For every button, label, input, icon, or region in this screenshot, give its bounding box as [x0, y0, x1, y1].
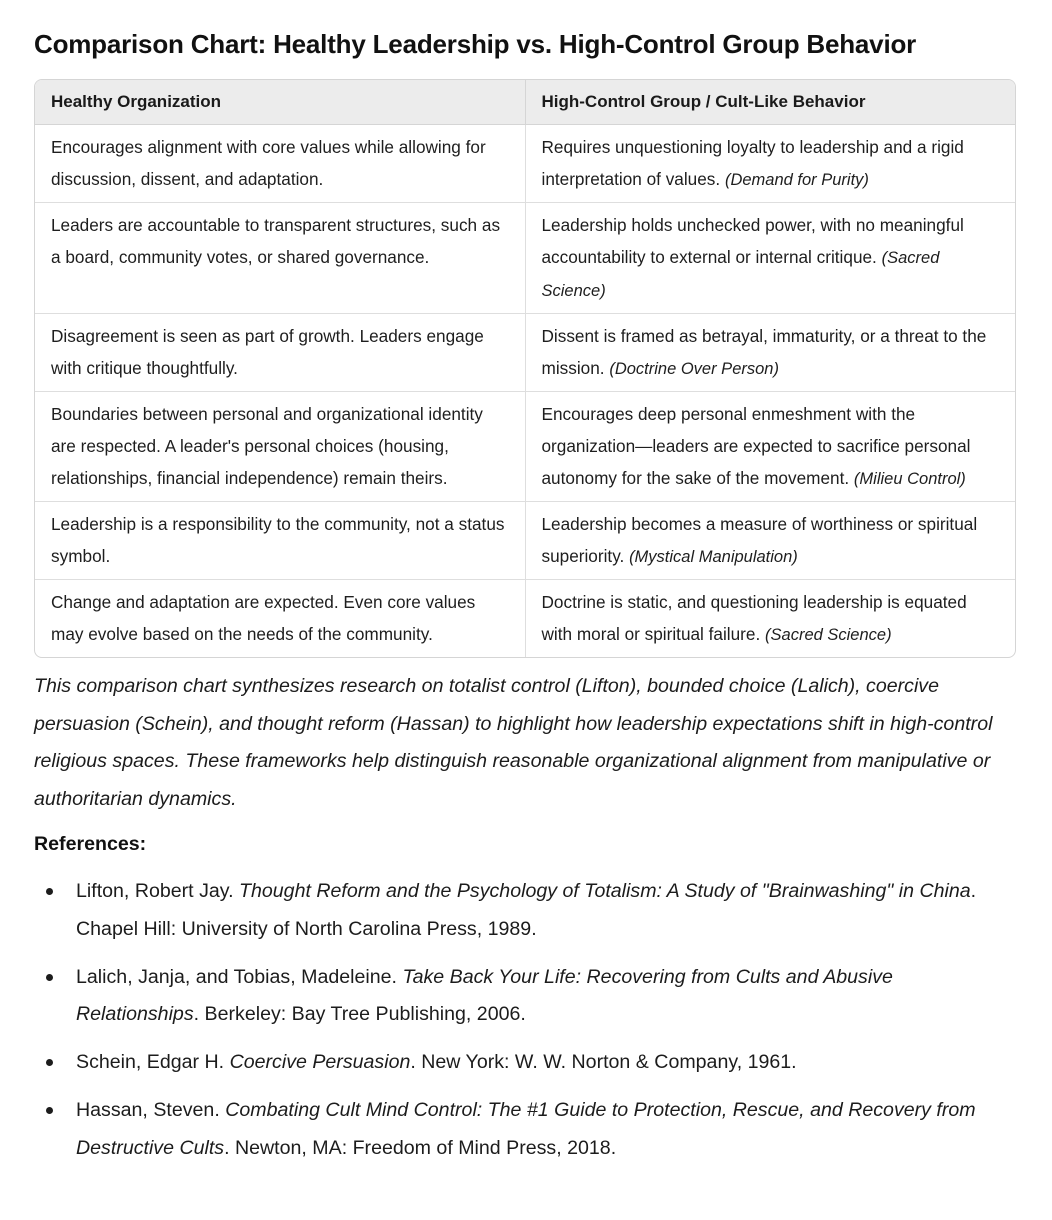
references-heading: References:	[34, 833, 147, 855]
table-row	[35, 125, 1015, 203]
healthy-text: Change and adaptation are expected. Even core values may evolve based on the needs of the community.	[51, 592, 476, 644]
healthy-cell	[35, 392, 525, 502]
comparison-table	[35, 80, 1015, 657]
reference-publisher: . Newton, MA: Freedom of Mind Press, 2018.	[224, 1136, 617, 1159]
healthy-cell	[35, 314, 525, 392]
high-control-text: Leadership becomes a measure of worthiness or spiritual superiority.	[541, 514, 978, 566]
healthy-cell	[35, 502, 525, 580]
citation: (Milieu Control)	[853, 470, 966, 488]
high-control-cell	[525, 125, 1015, 203]
healthy-cell	[35, 580, 525, 658]
table-row	[35, 580, 1015, 658]
high-control-text: Doctrine is static, and questioning leadership is equated with moral or spiritual failure.	[541, 592, 967, 644]
reference-item	[34, 959, 1016, 1034]
bullet-icon	[46, 1107, 53, 1114]
high-control-cell	[525, 392, 1015, 502]
reference-publisher: . Berkeley: Bay Tree Publishing, 2006.	[193, 1003, 526, 1025]
citation: (Mystical Manipulation)	[629, 548, 798, 566]
citation: (Sacred Science)	[765, 626, 892, 644]
healthy-cell	[35, 203, 525, 314]
comparison-table-container	[34, 79, 1016, 658]
column-header-healthy: Healthy Organization	[35, 80, 525, 125]
table-row	[35, 203, 1015, 314]
table-body	[35, 125, 1015, 658]
references-list	[34, 873, 1016, 1167]
reference-publisher: . New York: W. W. Norton & Company, 1961.	[410, 1051, 797, 1073]
high-control-cell	[525, 314, 1015, 392]
table-header-row	[35, 80, 1015, 125]
healthy-text: Encourages alignment with core values while allowing for discussion, dissent, and adaptation.	[51, 137, 486, 189]
reference-author: Lifton, Robert Jay.	[76, 880, 234, 902]
healthy-text: Leaders are accountable to transparent structures, such as a board, community votes, or shared governance.	[51, 215, 501, 267]
table-row	[35, 392, 1015, 502]
document-body	[34, 0, 1016, 1178]
table-row	[35, 502, 1015, 580]
reference-author: Lalich, Janja, and Tobias, Madeleine.	[76, 965, 397, 988]
reference-author: Hassan, Steven.	[76, 1099, 220, 1121]
column-header-high-control: High-Control Group / Cult-Like Behavior	[525, 80, 1015, 125]
reference-item	[34, 1044, 1016, 1082]
healthy-text: Boundaries between personal and organizational identity are respected. A leader's personal choices (housing, relationships, financial independence) remain theirs.	[51, 404, 483, 488]
high-control-text: Leadership holds unchecked power, with no meaningful accountability to external or internal critique.	[541, 215, 964, 267]
citation: (Sacred Science)	[541, 249, 940, 300]
bullet-icon	[46, 1059, 53, 1066]
healthy-text: Disagreement is seen as part of growth. Leaders engage with critique thoughtfully.	[51, 326, 484, 378]
healthy-cell	[35, 125, 525, 203]
high-control-text: Dissent is framed as betrayal, immaturity, or a threat to the mission.	[541, 326, 987, 378]
citation: (Doctrine Over Person)	[609, 360, 779, 378]
page-title: Comparison Chart: Healthy Leadership vs. High-Control Group Behavior	[34, 29, 917, 59]
reference-item	[34, 873, 1016, 948]
healthy-text: Leadership is a responsibility to the community, not a status symbol.	[51, 514, 505, 566]
reference-publisher: . Chapel Hill: University of North Carolina Press, 1989.	[76, 880, 977, 940]
table-row	[35, 314, 1015, 392]
citation: (Demand for Purity)	[724, 171, 869, 189]
table-header	[35, 80, 1015, 125]
reference-title: Combating Cult Mind Control: The #1 Guide to Protection, Rescue, and Recovery from Destructive Cults	[76, 1099, 976, 1159]
high-control-text: Requires unquestioning loyalty to leadership and a rigid interpretation of values.	[541, 137, 964, 189]
reference-author: Schein, Edgar H.	[76, 1051, 225, 1073]
bullet-icon	[46, 974, 53, 981]
high-control-cell	[525, 203, 1015, 314]
reference-title: Take Back Your Life: Recovering from Cults and Abusive Relationships	[76, 965, 893, 1025]
summary-paragraph: This comparison chart synthesizes research on totalist control (Lifton), bounded choice (Lalich), coercive persuasion (Schein), and thought reform (Hassan) to highlight how leadership expectations shift in high-control religious spaces. These frameworks help distinguish reasonable organizational alignment from manipulative or authoritarian dynamics.	[34, 675, 993, 810]
reference-title: Thought Reform and the Psychology of Totalism: A Study of "Brainwashing" in China	[239, 880, 971, 902]
high-control-cell	[525, 502, 1015, 580]
high-control-text: Encourages deep personal enmeshment with the organization—leaders are expected to sacrifice personal autonomy for the sake of the movement.	[541, 404, 971, 488]
bullet-icon	[46, 888, 53, 895]
high-control-cell	[525, 580, 1015, 658]
reference-item	[34, 1092, 1016, 1167]
reference-title: Coercive Persuasion	[229, 1051, 411, 1073]
